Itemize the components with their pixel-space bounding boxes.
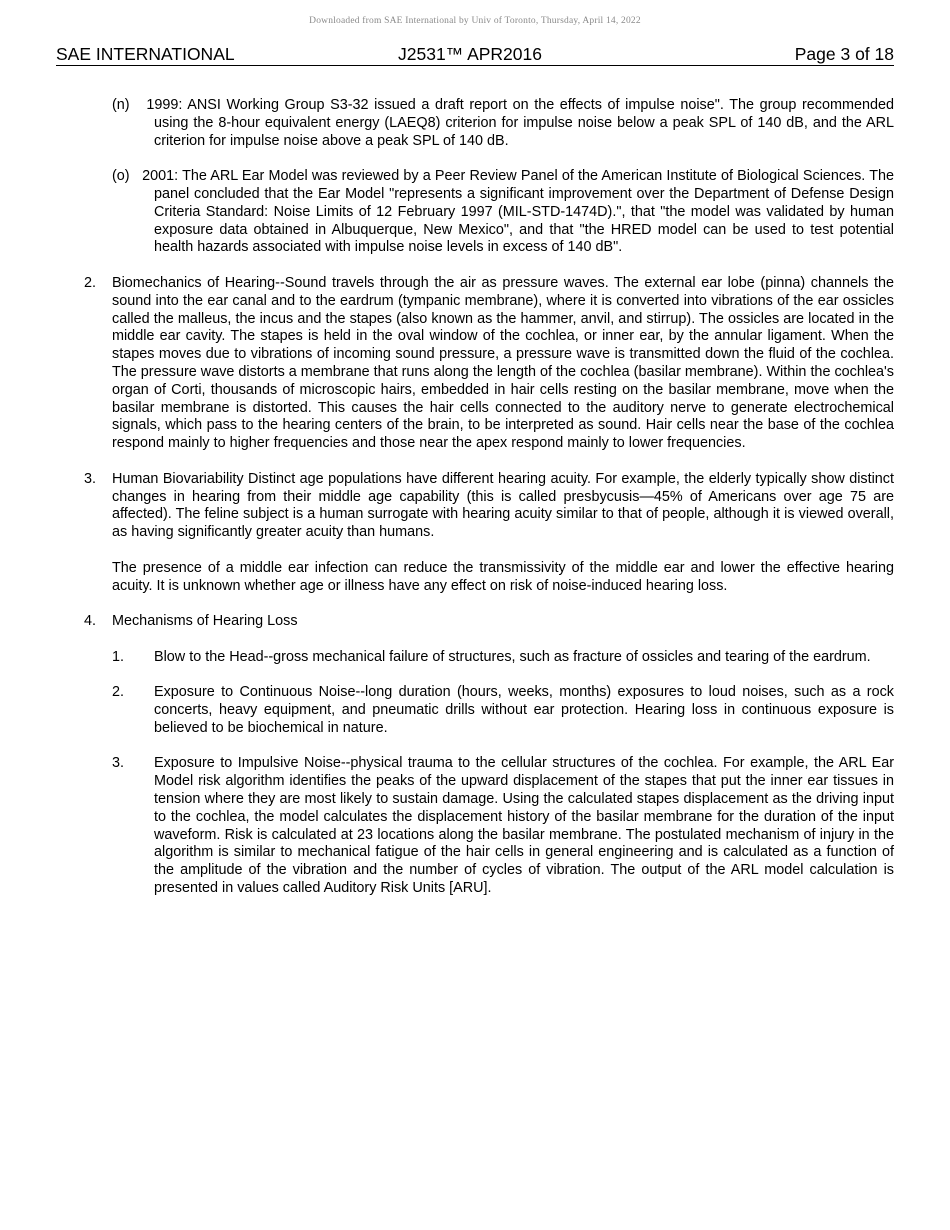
section-number: 3. xyxy=(84,470,97,487)
item-text: Exposure to Continuous Noise--long duration (hours, weeks, months) exposures to loud noises, such as a rock concerts, heavy equipment, and pneumatic drills without ear protection. Hearing loss in continuous exposure is believed to be biochemical in nature. xyxy=(154,684,894,736)
document-body xyxy=(0,97,950,916)
item-text: Exposure to Impulsive Noise--physical trauma to the cellular structures of the cochlea. For example, the ARL Ear Model risk algorithm identifies the peaks of the upward displacement of the stapes that put the inner ear tissues in tension where they are most likely to sustain damage. Using the calculated stapes displacement as the driving input to the cochlea, the model calculates the displacement history of the basilar membrane for the duration of the input waveform. Risk is calculated at 23 locations along the basilar membrane. The postulated mechanism of injury in the algorithm is similar to mechanical fatigue of the hair cells in general engineering and is calculated as a function of the amplitude of the vibration and the number of cycles of vibration. The output of the ARL model calculation is presented in values called Auditory Risk Units [ARU]. xyxy=(154,755,894,897)
section-text: Mechanisms of Hearing Loss xyxy=(112,613,298,630)
sub-item-label: (n) xyxy=(112,97,130,113)
section-number: 4. xyxy=(84,613,97,630)
item-number: 3. xyxy=(112,755,125,772)
mechanism-item-continuous xyxy=(112,684,894,737)
section-biovariability xyxy=(84,470,894,542)
sub-item-text: 1999: ANSI Working Group S3-32 issued a draft report on the effects of impulse noise". The group recommended using the 8-hour equivalent energy (LAEQ8) criterion for impulse noise below a peak SPL of 140 dB, and the ARL criterion for impulse noise above a peak SPL of 140 dB. xyxy=(146,97,895,149)
mechanism-item-blow xyxy=(112,648,894,667)
sub-item-text: 2001: The ARL Ear Model was reviewed by a Peer Review Panel of the American Institute of Biological Sciences. The panel concluded that the Ear Model "represents a significant improvement over the Department of Defense Design Criteria Standard: Noise Limits of 12 February 1997 (MIL-STD-1474D).", that "the model was validated by human exposure data obtained in Albuquerque, New Mexico", and that "the HRED model can be used to test potential health hazards associated with impulse noise levels in excess of 140 dB". xyxy=(142,168,895,256)
section-biovariability-followup: The presence of a middle ear infection can reduce the transmissivity of the middle ear and lower the effective hearing acuity. It is unknown whether age or illness have any effect on risk of noise-induced hearing loss. xyxy=(112,559,894,594)
page-header xyxy=(56,44,894,66)
download-watermark: Downloaded from SAE International by Univ of Toronto, Thursday, April 14, 2022 xyxy=(309,16,641,26)
header-organization: SAE INTERNATIONAL xyxy=(56,44,235,64)
sub-item-o xyxy=(112,168,894,257)
item-text: Blow to the Head--gross mechanical failure of structures, such as fracture of ossicles and tearing of the eardrum. xyxy=(154,648,871,665)
sub-item-n xyxy=(112,97,894,150)
item-number: 1. xyxy=(112,648,125,665)
sub-item-label: (o) xyxy=(112,168,130,185)
section-text: Biomechanics of Hearing--Sound travels through the air as pressure waves. The external ear lobe (pinna) channels the sound into the ear canal and to the eardrum (tympanic membrane), where it is converted into vibrations of the ear ossicles called the malleus, the incus and the stapes (also known as the hammer, anvil, and stirrup). The ossicles are located in the middle ear cavity. The stapes is held in the oval window of the cochlea, or inner ear, by the annular ligament. When the stapes moves due to vibrations of incoming sound pressure, a pressure wave is transmitted down the fluid of the cochlea. The pressure wave distorts a membrane that runs along the length of the cochlea (basilar membrane). Within the cochlea's organ of Corti, thousands of microscopic hairs, embedded in hair cells resting on the basilar membrane, move when the basilar membrane is distorted. This causes the hair cells connected to the auditory nerve to generate electrochemical signals, which pass to the hearing centers of the brain, to be interpreted as sound. Hair cells near the base of the cochlea respond mainly to higher frequencies and those near the apex respond mainly to lower frequencies. xyxy=(112,274,894,452)
section-biomechanics xyxy=(84,274,894,453)
item-number: 2. xyxy=(112,684,125,701)
header-document-id: J2531™ APR2016 xyxy=(398,44,542,64)
header-page-number: Page 3 of 18 xyxy=(794,44,894,64)
section-mechanisms xyxy=(84,613,894,631)
mechanism-item-impulsive xyxy=(112,755,894,897)
section-number: 2. xyxy=(84,274,97,291)
section-text: Human Biovariability Distinct age populations have different hearing acuity. For example, the elderly typically show distinct changes in hearing from their middle age capability (this is called presbycusis—45% of Americans over age 75 are affected). The feline subject is a human surrogate with hearing acuity similar to that of people, although it is viewed overall, as having significantly greater acuity than humans. xyxy=(112,470,894,541)
